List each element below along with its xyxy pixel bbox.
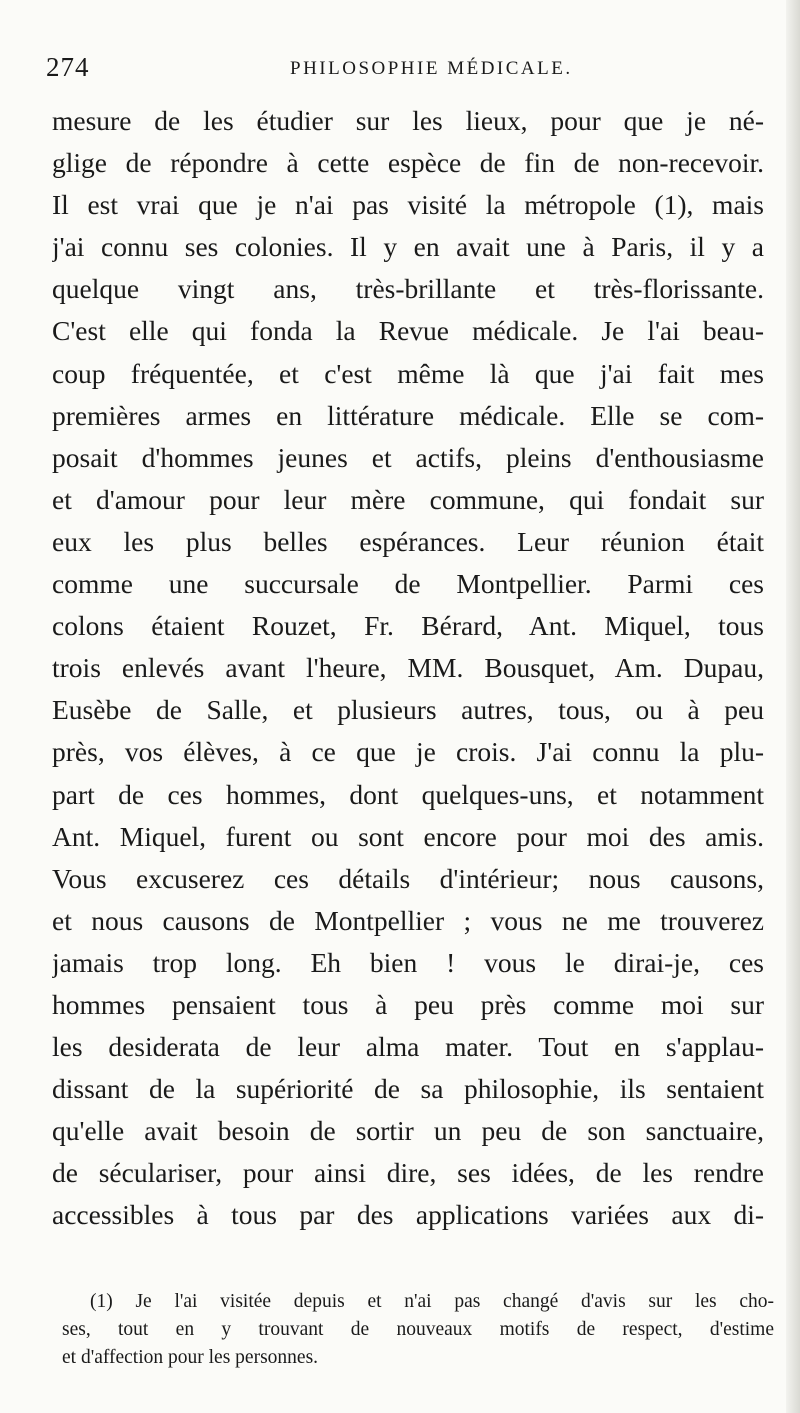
text-line: comme une succursale de Montpellier. Parmi ces — [52, 568, 764, 600]
page-edge-shadow — [786, 0, 800, 1413]
text-line: hommes pensaient tous à peu près comme moi sur — [52, 988, 764, 1020]
text-line: premières armes en littérature médicale. Elle se com- — [52, 399, 764, 431]
text-line: dissant de la supériorité de sa philosophie, ils sentaient — [52, 1073, 764, 1105]
text-line: trois enlevés avant l'heure, MM. Bousquet, Am. Dupau, — [52, 652, 764, 684]
text-line: C'est elle qui fonda la Revue médicale. Je l'ai beau- — [52, 315, 764, 347]
text-line: glige de répondre à cette espèce de fin de non-recevoir. — [52, 147, 764, 179]
text-line: et nous causons de Montpellier ; vous ne me trouverez — [52, 904, 764, 936]
text-line: près, vos élèves, à ce que je crois. J'ai connu la plu- — [52, 736, 764, 768]
text-line: jamais trop long. Eh bien ! vous le dirai-je, ces — [52, 946, 764, 978]
text-line: mesure de les étudier sur les lieux, pour que je né- — [52, 105, 764, 136]
footnote — [62, 1288, 774, 1372]
text-line: qu'elle avait besoin de sortir un peu de son sanctuaire, — [52, 1115, 764, 1147]
text-line: j'ai connu ses colonies. Il y en avait une à Paris, il y a — [52, 231, 764, 263]
text-line: Il est vrai que je n'ai pas visité la métropole (1), mais — [52, 189, 764, 221]
text-line: les desiderata de leur alma mater. Tout en s'applau- — [52, 1031, 764, 1063]
text-line: colons étaient Rouzet, Fr. Bérard, Ant. Miquel, tous — [52, 610, 764, 642]
text-line: Ant. Miquel, furent ou sont encore pour moi des amis. — [52, 820, 764, 852]
text-line: Eusèbe de Salle, et plusieurs autres, tous, ou à peu — [52, 694, 764, 726]
text-line: quelque vingt ans, très-brillante et très-florissante. — [52, 273, 764, 305]
text-line: eux les plus belles espérances. Leur réunion était — [52, 525, 764, 557]
running-head: PHILOSOPHIE MÉDICALE. — [290, 58, 573, 79]
footnote-line: et d'affection pour les personnes. — [62, 1347, 319, 1368]
body-text — [52, 100, 764, 1237]
footnote-line: (1) Je l'ai visitée depuis et n'ai pas changé d'avis sur les cho- — [90, 1291, 774, 1312]
text-line: de séculariser, pour ainsi dire, ses idées, de les rendre — [52, 1157, 764, 1189]
text-line: accessibles à tous par des applications variées aux di- — [52, 1199, 764, 1231]
text-line: Vous excuserez ces détails d'intérieur; nous causons, — [52, 862, 764, 894]
page-header — [46, 52, 760, 92]
text-line: coup fréquentée, et c'est même là que j'ai fait mes — [52, 357, 764, 389]
text-line: et d'amour pour leur mère commune, qui fondait sur — [52, 483, 764, 515]
text-line: part de ces hommes, dont quelques-uns, et notamment — [52, 778, 764, 810]
footnote-line: ses, tout en y trouvant de nouveaux motifs de respect, d'estime — [62, 1319, 774, 1340]
text-line: posait d'hommes jeunes et actifs, pleins d'enthousiasme — [52, 441, 764, 473]
page-number: 274 — [46, 52, 90, 82]
